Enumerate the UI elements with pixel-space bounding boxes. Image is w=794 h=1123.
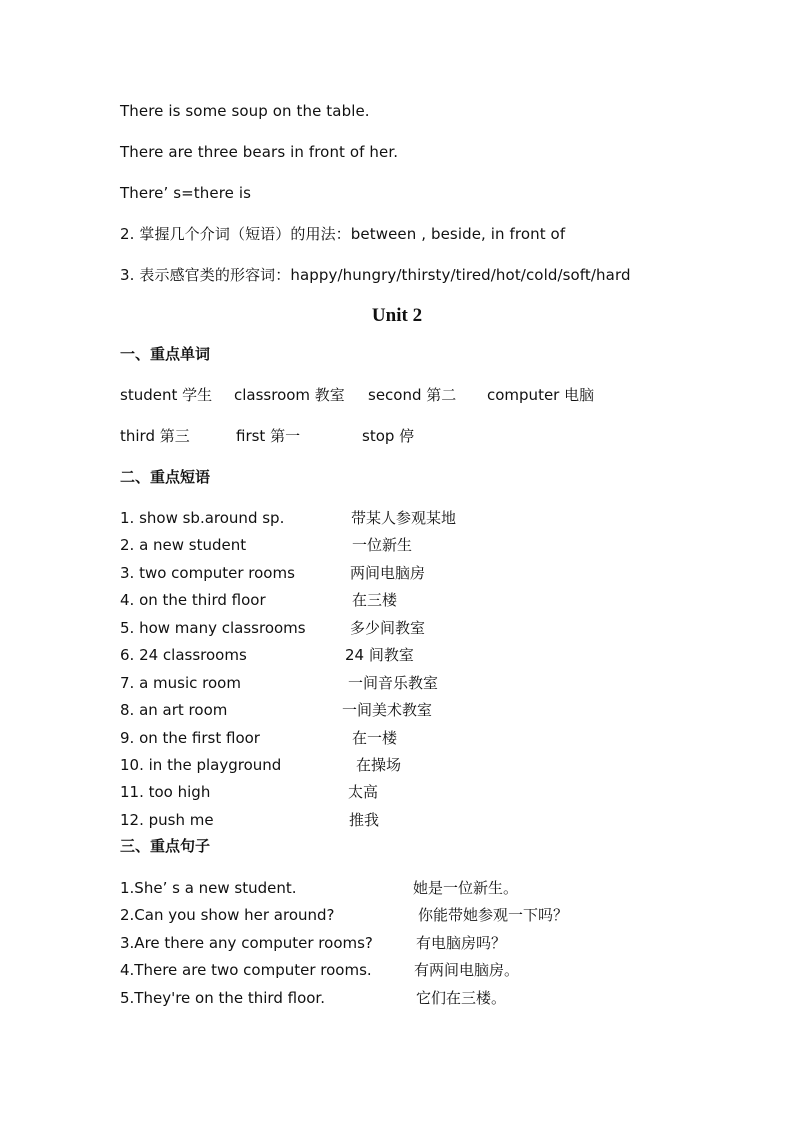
phrase-en: 9. on the first floor: [120, 729, 260, 747]
sentence-zh: 它们在三楼。: [416, 989, 507, 1007]
phrase-en: 4. on the third floor: [120, 591, 266, 609]
phrase-en: 10. in the playground: [120, 756, 282, 774]
vocab-item: third 第三: [120, 427, 190, 445]
unit-title: Unit 2: [371, 305, 423, 326]
phrase-zh: 在操场: [356, 756, 402, 774]
sentence-zh: 有两间电脑房。: [414, 961, 520, 979]
phrase-en: 1. show sb.around sp.: [120, 509, 285, 527]
phrase-zh: 一间美术教室: [342, 701, 433, 719]
section-heading: 一、重点单词: [120, 345, 211, 363]
sentence-line: There is some soup on the table.: [120, 102, 370, 120]
sentence-en: 3.Are there any computer rooms?: [120, 934, 373, 952]
phrase-zh: 太高: [348, 783, 379, 801]
sentence-zh: 她是一位新生。: [413, 879, 519, 897]
grammar-point: 3. 表示感官类的形容词：happy/hungry/thirsty/tired/hot/cold/soft/hard: [120, 266, 631, 284]
phrase-zh: 一间音乐教室: [348, 674, 439, 692]
sentence-zh: 有电脑房吗？: [416, 934, 507, 952]
grammar-point: 2. 掌握几个介词（短语）的用法：between , beside, in front of: [120, 225, 566, 243]
sentence-line: There are three bears in front of her.: [120, 143, 399, 161]
vocab-item: student 学生: [120, 386, 213, 404]
vocab-item: first 第一: [236, 427, 301, 445]
vocab-item: computer 电脑: [487, 386, 595, 404]
phrase-zh: 一位新生: [352, 536, 413, 554]
sentence-en: 1.She’ s a new student.: [120, 879, 297, 897]
phrase-zh: 24 间教室: [345, 646, 414, 664]
phrase-zh: 两间电脑房: [350, 564, 426, 582]
vocab-item: second 第二: [368, 386, 457, 404]
sentence-line: There’ s=there is: [120, 184, 252, 202]
vocab-item: classroom 教室: [234, 386, 345, 404]
phrase-en: 12. push me: [120, 811, 214, 829]
phrase-zh: 多少间教室: [350, 619, 426, 637]
phrase-en: 5. how many classrooms: [120, 619, 306, 637]
phrase-zh: 带某人参观某地: [351, 509, 457, 527]
phrase-en: 7. a music room: [120, 674, 241, 692]
phrase-zh: 推我: [349, 811, 380, 829]
phrase-en: 2. a new student: [120, 536, 247, 554]
sentence-zh: 你能带她参观一下吗？: [418, 906, 569, 924]
section-heading: 三、重点句子: [120, 837, 211, 855]
sentence-en: 2.Can you show her around?: [120, 906, 335, 924]
phrase-zh: 在一楼: [352, 729, 398, 747]
phrase-en: 3. two computer rooms: [120, 564, 295, 582]
vocab-item: stop 停: [362, 427, 415, 445]
phrase-en: 11. too high: [120, 783, 211, 801]
sentence-en: 5.They're on the third floor.: [120, 989, 325, 1007]
phrase-en: 6. 24 classrooms: [120, 646, 247, 664]
sentence-en: 4.There are two computer rooms.: [120, 961, 372, 979]
section-heading: 二、重点短语: [120, 468, 211, 486]
phrase-en: 8. an art room: [120, 701, 228, 719]
phrase-zh: 在三楼: [352, 591, 398, 609]
